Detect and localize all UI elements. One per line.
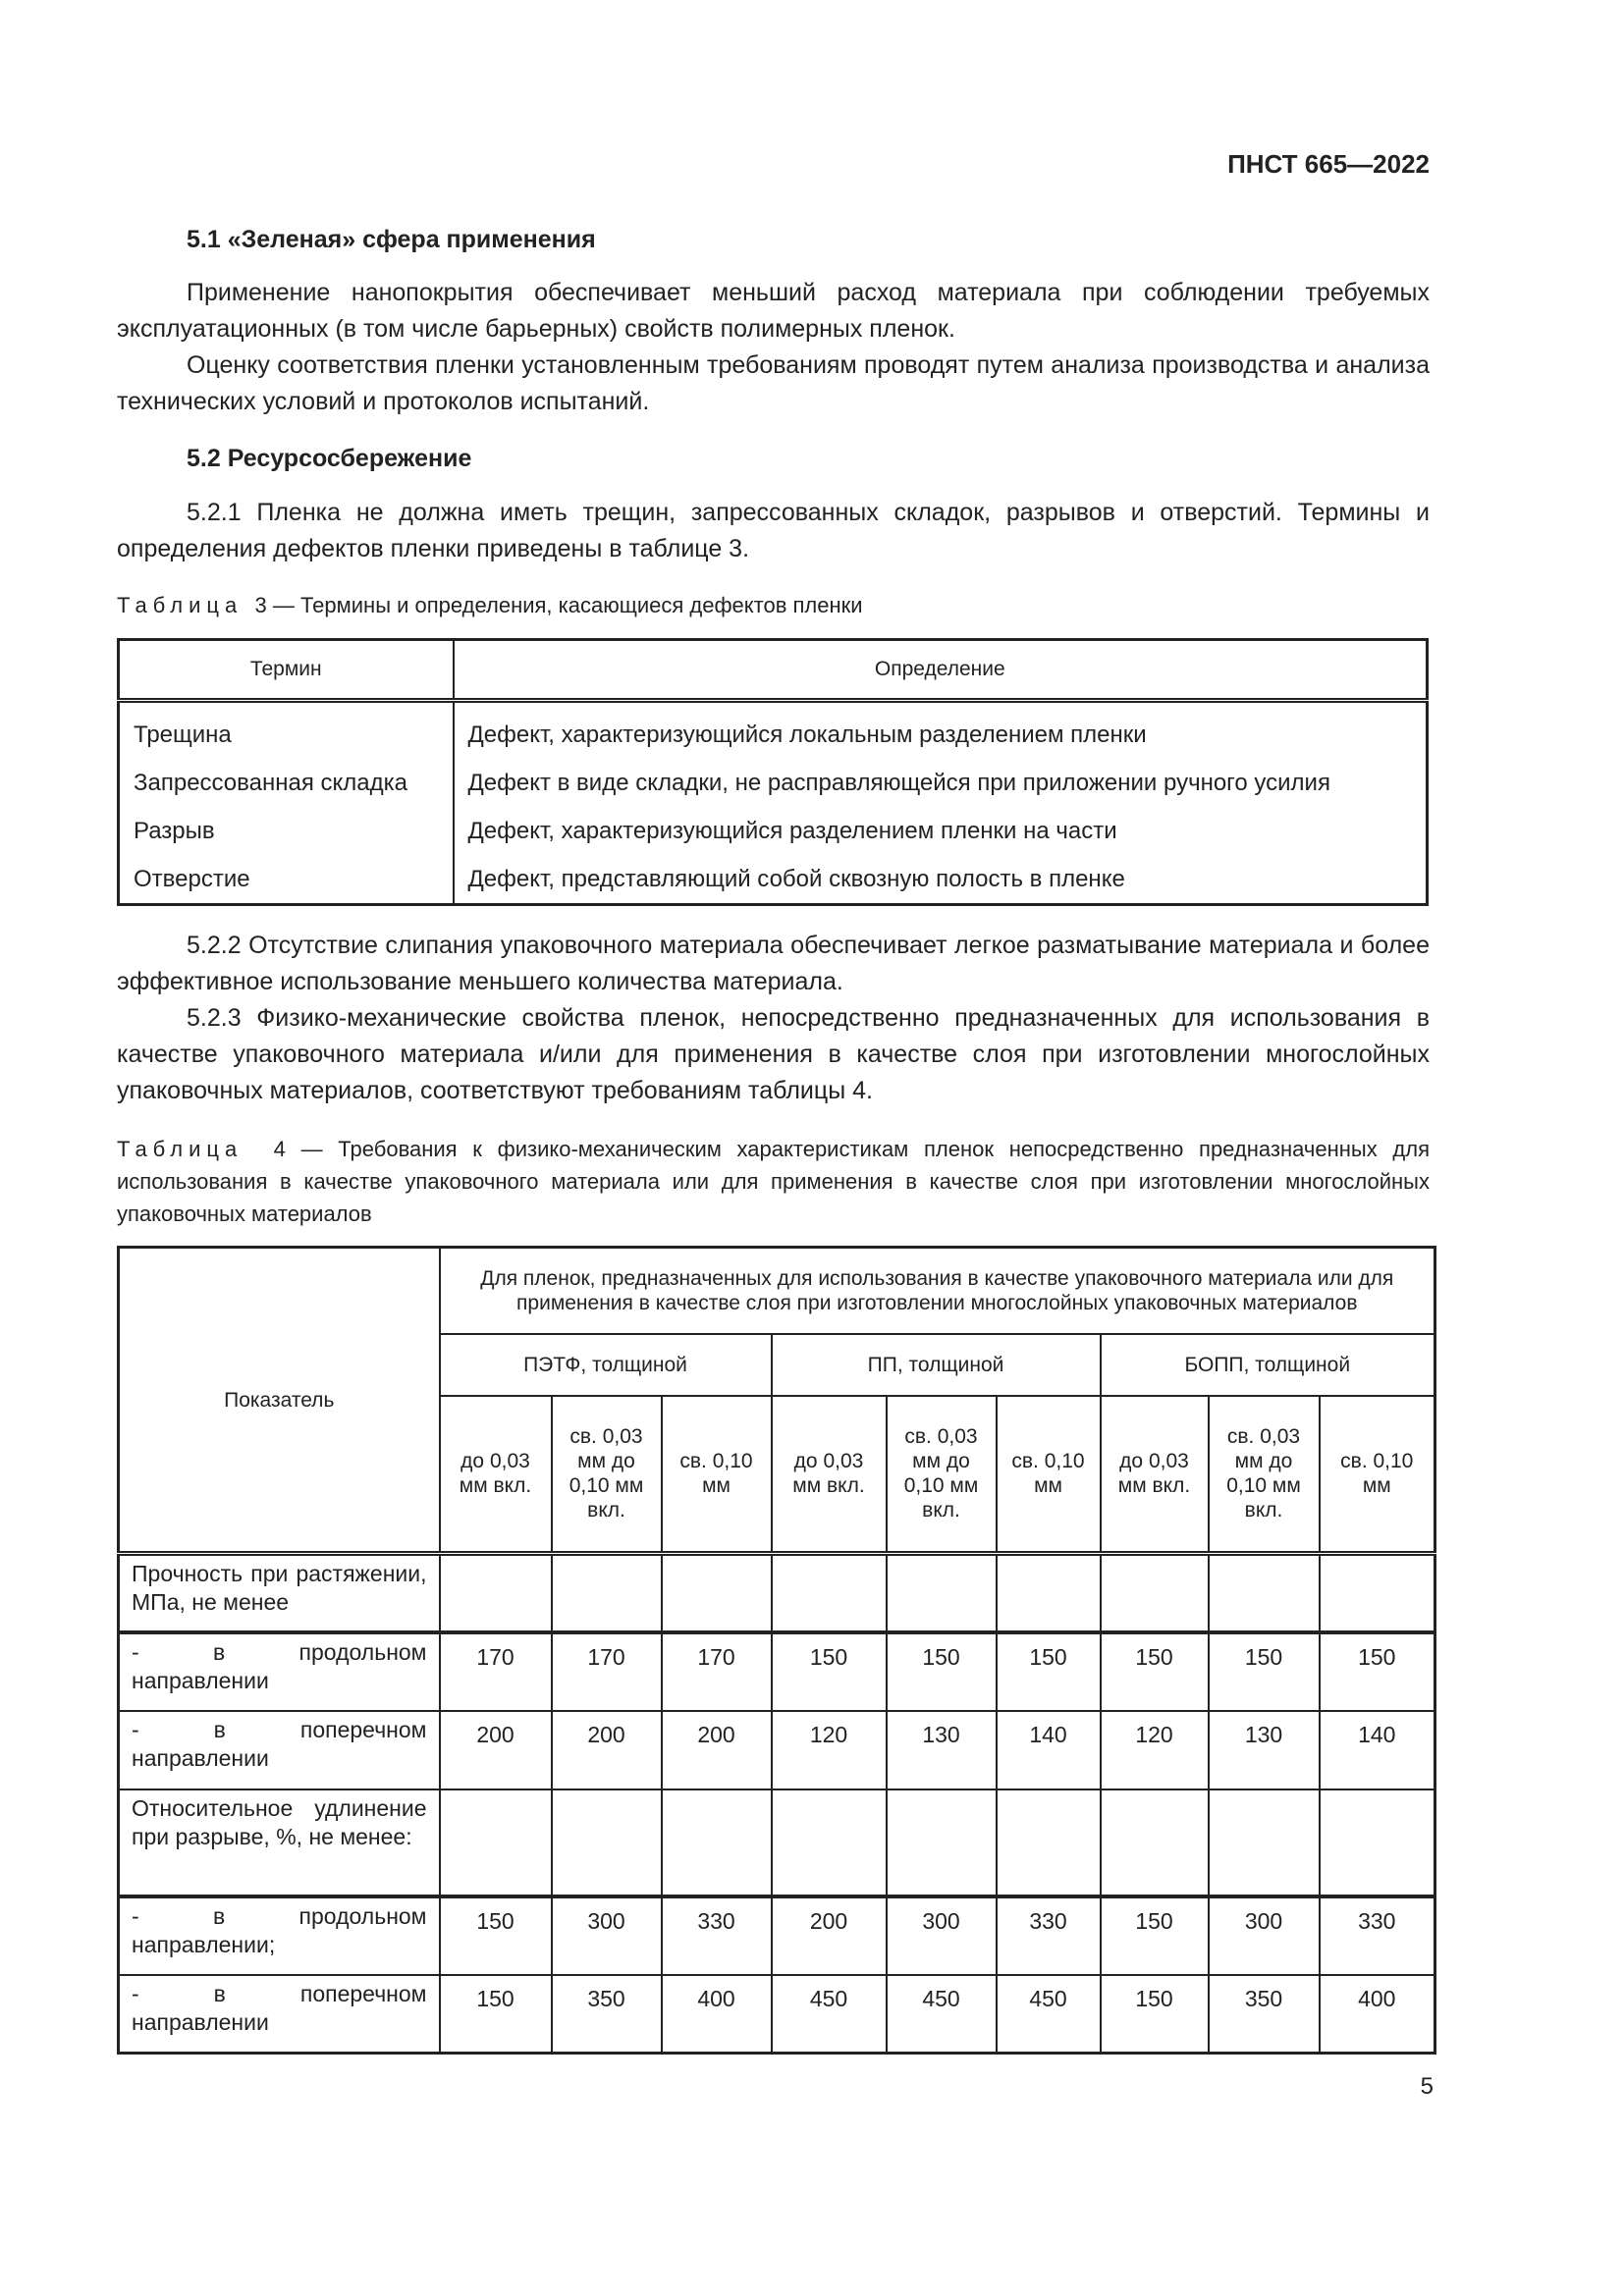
- value-cell: [997, 1789, 1101, 1896]
- value-cell: [552, 1554, 662, 1632]
- value-cell: 150: [440, 1975, 552, 2054]
- definition-cell: Дефект, характеризующийся разделением пленки на части: [454, 807, 1428, 855]
- value-cell: 450: [772, 1975, 887, 2054]
- indicator-cell: - в продольном направлении;: [119, 1896, 440, 1975]
- value-cell: 400: [662, 1975, 772, 2054]
- table4-header-indicator: Показатель: [119, 1248, 440, 1554]
- table-row: [119, 1632, 1435, 1711]
- paragraph: [117, 347, 1430, 420]
- table4-subheader: до 0,03 мм вкл.: [1101, 1396, 1209, 1554]
- table4-subheader: св. 0,03 мм до 0,10 мм вкл.: [1209, 1396, 1320, 1554]
- table-4: [117, 1246, 1436, 2055]
- table4-subheader: до 0,03 мм вкл.: [772, 1396, 887, 1554]
- value-cell: 300: [552, 1896, 662, 1975]
- value-cell: 400: [1320, 1975, 1435, 2054]
- value-cell: 150: [997, 1632, 1101, 1711]
- value-cell: 130: [887, 1711, 997, 1789]
- paragraph-5-2-3: [117, 1000, 1430, 1109]
- definition-cell: Дефект, характеризующийся локальным разделением пленки: [454, 701, 1428, 760]
- table-row: [119, 701, 1428, 760]
- value-cell: 150: [1101, 1896, 1209, 1975]
- value-cell: 140: [1320, 1711, 1435, 1789]
- value-cell: 330: [1320, 1896, 1435, 1975]
- table4-group-petf: ПЭТФ, толщиной: [440, 1334, 772, 1396]
- paragraph-text: Оценку соответствия пленки установленным требованиям проводят путем анализа производства и анализа технических условий и протоколов испытаний.: [117, 351, 1430, 415]
- value-cell: 170: [440, 1632, 552, 1711]
- value-cell: [1101, 1789, 1209, 1896]
- value-cell: [1209, 1554, 1320, 1632]
- value-cell: 120: [772, 1711, 887, 1789]
- caption-label: Таблица: [117, 593, 244, 617]
- table4-subheader: св. 0,10 мм: [997, 1396, 1101, 1554]
- caption-text: 3 — Термины и определения, касающиеся дефектов пленки: [254, 593, 863, 617]
- value-cell: 200: [772, 1896, 887, 1975]
- value-cell: 300: [887, 1896, 997, 1975]
- value-cell: 330: [997, 1896, 1101, 1975]
- paragraph-5-2-1: [117, 495, 1430, 567]
- table4-subheader: св. 0,03 мм до 0,10 мм вкл.: [887, 1396, 997, 1554]
- table-row: [119, 807, 1428, 855]
- document-id: ПНСТ 665—2022: [1227, 149, 1430, 179]
- value-cell: 150: [1320, 1632, 1435, 1711]
- value-cell: 200: [662, 1711, 772, 1789]
- indicator-cell: Относительное удлинение при разрыве, %, не менее:: [119, 1789, 440, 1896]
- table4-caption: [117, 1133, 1430, 1230]
- table4-subheader: до 0,03 мм вкл.: [440, 1396, 552, 1554]
- value-cell: 150: [1101, 1975, 1209, 2054]
- value-cell: 120: [1101, 1711, 1209, 1789]
- value-cell: 450: [997, 1975, 1101, 2054]
- section-heading-5-1: 5.1 «Зеленая» сфера применения: [187, 226, 596, 253]
- table-row: [119, 1896, 1435, 1975]
- term-cell: Трещина: [119, 701, 454, 760]
- caption-label: Таблица: [117, 1137, 244, 1161]
- term-cell: Отверстие: [119, 855, 454, 905]
- indicator-cell: - в продольном направлении: [119, 1632, 440, 1711]
- value-cell: 150: [772, 1632, 887, 1711]
- term-cell: Разрыв: [119, 807, 454, 855]
- value-cell: 150: [887, 1632, 997, 1711]
- value-cell: 150: [1101, 1632, 1209, 1711]
- table4-subheader: св. 0,10 мм: [1320, 1396, 1435, 1554]
- value-cell: 330: [662, 1896, 772, 1975]
- table-row: [119, 759, 1428, 807]
- value-cell: [662, 1554, 772, 1632]
- section-heading-5-2: 5.2 Ресурсосбережение: [187, 445, 472, 472]
- value-cell: [1320, 1554, 1435, 1632]
- indicator-cell: - в поперечном направлении: [119, 1975, 440, 2054]
- indicator-cell: - в поперечном направлении: [119, 1711, 440, 1789]
- value-cell: [1101, 1554, 1209, 1632]
- value-cell: 150: [440, 1896, 552, 1975]
- value-cell: [1209, 1789, 1320, 1896]
- value-cell: [662, 1789, 772, 1896]
- table3-caption: [117, 589, 1430, 621]
- value-cell: 300: [1209, 1896, 1320, 1975]
- table-row: [119, 1789, 1435, 1896]
- value-cell: [440, 1789, 552, 1896]
- definition-cell: Дефект, представляющий собой сквозную полость в пленке: [454, 855, 1428, 905]
- value-cell: 350: [552, 1975, 662, 2054]
- value-cell: [887, 1789, 997, 1896]
- value-cell: 200: [552, 1711, 662, 1789]
- indicator-cell: Прочность при растяжении, МПа, не менее: [119, 1554, 440, 1632]
- table4-header-span: Для пленок, предназначенных для использования в качестве упаковочного материала или для применения в качестве слоя при изготовлении многослойных упаковочных материалов: [440, 1248, 1435, 1334]
- table3-header-definition: Определение: [454, 640, 1428, 701]
- value-cell: [772, 1789, 887, 1896]
- page-number: 5: [1420, 2073, 1434, 2100]
- value-cell: 200: [440, 1711, 552, 1789]
- paragraph-text: 5.2.3 Физико-механические свойства пленок, непосредственно предназначенных для использования в качестве упаковочного материала и/или для применения в качестве слоя при изготовлении многослойных упаковочных материалов, соответствуют требованиям таблицы 4.: [117, 1004, 1430, 1104]
- value-cell: [997, 1554, 1101, 1632]
- table3-header-term: Термин: [119, 640, 454, 701]
- table4-group-bopp: БОПП, толщиной: [1101, 1334, 1435, 1396]
- paragraph-text: 5.2.1 Пленка не должна иметь трещин, запрессованных складок, разрывов и отверстий. Термины и определения дефектов пленки приведены в таблице 3.: [117, 499, 1430, 562]
- value-cell: [772, 1554, 887, 1632]
- paragraph-text: 5.2.2 Отсутствие слипания упаковочного материала обеспечивает легкое разматывание материала и более эффективное использование меньшего количества материала.: [117, 932, 1430, 995]
- table-row: [119, 1554, 1435, 1632]
- table-3: [117, 638, 1429, 906]
- paragraph: [117, 275, 1430, 347]
- term-cell: Запрессованная складка: [119, 759, 454, 807]
- value-cell: 350: [1209, 1975, 1320, 2054]
- value-cell: [1320, 1789, 1435, 1896]
- value-cell: 130: [1209, 1711, 1320, 1789]
- table4-subheader: св. 0,03 мм до 0,10 мм вкл.: [552, 1396, 662, 1554]
- table-row: [119, 1975, 1435, 2054]
- value-cell: [552, 1789, 662, 1896]
- value-cell: 140: [997, 1711, 1101, 1789]
- value-cell: 450: [887, 1975, 997, 2054]
- paragraph-5-2-2: [117, 928, 1430, 1000]
- table-row: [119, 1711, 1435, 1789]
- table-row: [119, 855, 1428, 905]
- paragraph-text: Применение нанопокрытия обеспечивает меньший расход материала при соблюдении требуемых эксплуатационных (в том числе барьерных) свойств полимерных пленок.: [117, 279, 1430, 343]
- caption-text: 4 — Требования к физико-механическим характеристикам пленок непосредственно предназначенных для использования в качестве упаковочного материала или для применения в качестве слоя при изготовлении многослойных упаковочных материалов: [117, 1137, 1430, 1226]
- value-cell: 170: [552, 1632, 662, 1711]
- value-cell: [440, 1554, 552, 1632]
- value-cell: 150: [1209, 1632, 1320, 1711]
- value-cell: [887, 1554, 997, 1632]
- value-cell: 170: [662, 1632, 772, 1711]
- table4-group-pp: ПП, толщиной: [772, 1334, 1101, 1396]
- table4-subheader: св. 0,10 мм: [662, 1396, 772, 1554]
- definition-cell: Дефект в виде складки, не расправляющейся при приложении ручного усилия: [454, 759, 1428, 807]
